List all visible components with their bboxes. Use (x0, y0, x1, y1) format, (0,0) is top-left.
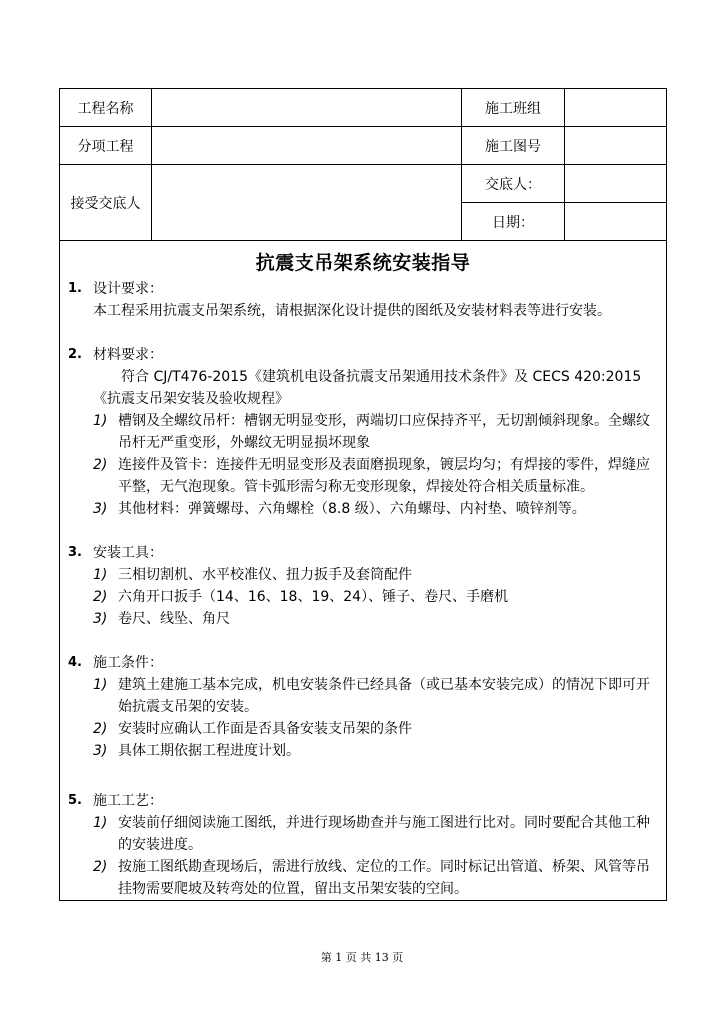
section-title: 施工工艺： (93, 793, 163, 809)
drawing-no-label: 施工图号 (462, 127, 565, 165)
section-process (60, 790, 666, 900)
page-footer: 第 1 页 共 13 页 (320, 951, 404, 964)
section-title: 材料要求： (93, 347, 163, 363)
list-item (60, 856, 666, 900)
section-title: 安装工具： (93, 545, 163, 561)
list-item-text: 卷尺、线坠、角尺 (118, 611, 230, 627)
list-item (60, 564, 666, 586)
drawing-no-field[interactable] (565, 127, 667, 165)
list-item-text: 槽钢及全螺纹吊杆：槽钢无明显变形，两端切口应保持齐平，无切割倾斜现象。全螺纹吊杆无严重变形，外螺纹无明显损坏现象 (118, 413, 650, 451)
list-item (60, 718, 666, 740)
instruction-body (59, 240, 667, 901)
list-item (60, 608, 666, 630)
receiver-label: 接受交底人 (60, 165, 152, 241)
list-item-number: 3) (93, 501, 108, 517)
section-number: 5. (68, 793, 82, 808)
list-item (60, 454, 666, 498)
sub-project-field[interactable] (152, 127, 462, 165)
list-item-number: 2) (93, 859, 108, 875)
discloser-label: 交底人： (462, 165, 565, 203)
section-number: 4. (68, 655, 82, 670)
header-row-discloser (60, 165, 667, 203)
document-title: 抗震支吊架系统安装指导 (255, 252, 471, 274)
list-item-number: 2) (93, 457, 108, 473)
list-item-number: 2) (93, 589, 108, 605)
sub-project-label: 分项工程 (60, 127, 152, 165)
list-item-text: 按施工图纸勘查现场后，需进行放线、定位的工作。同时标记出管道、桥架、风管等吊挂物需要爬坡及转弯处的位置，留出支吊架安装的空间。 (118, 859, 650, 897)
list-item-number: 3) (93, 611, 108, 627)
list-item-text: 连接件及管卡：连接件无明显变形及表面磨损现象，镀层均匀；有焊接的零件，焊缝应平整，无气泡现象。管卡弧形需匀称无变形现象，焊接处符合相关质量标准。 (118, 457, 650, 495)
header-row-subproject (60, 127, 667, 165)
list-item (60, 410, 666, 454)
list-item-number: 1) (93, 677, 108, 693)
section-number: 1. (68, 281, 82, 296)
list-item-text: 具体工期依据工程进度计划。 (118, 743, 300, 759)
discloser-field[interactable] (565, 165, 667, 203)
list-item-number: 3) (93, 743, 108, 759)
list-item-text: 六角开口扳手（14、16、18、19、24）、锤子、卷尺、手磨机 (118, 589, 509, 605)
header-table (59, 88, 667, 241)
section-paragraph: 本工程采用抗震支吊架系统，请根据深化设计提供的图纸及安装材料表等进行安装。 (93, 303, 611, 319)
project-name-field[interactable] (152, 89, 462, 127)
date-label: 日期： (462, 203, 565, 241)
list-item-text: 其他材料：弹簧螺母、六角螺栓（8.8 级）、六角螺母、内衬垫、喷锌剂等。 (118, 501, 586, 517)
section-title: 设计要求： (93, 281, 163, 297)
section-conditions (60, 652, 666, 762)
list-item-text: 建筑土建施工基本完成，机电安装条件已经具备（或已基本安装完成）的情况下即可开始抗震支吊架的安装。 (118, 677, 650, 715)
list-item (60, 498, 666, 520)
section-number: 2. (68, 347, 82, 362)
list-item (60, 674, 666, 718)
section-paragraph: 符合 CJ/T476-2015《建筑机电设备抗震支吊架通用技术条件》及 CECS 420:2015《抗震支吊架安装及验收规程》 (93, 369, 642, 407)
header-row-project (60, 89, 667, 127)
project-name-label: 工程名称 (60, 89, 152, 127)
list-item-number: 1) (93, 815, 108, 831)
team-field[interactable] (565, 89, 667, 127)
list-item-number: 1) (93, 413, 108, 429)
list-item-text: 安装前仔细阅读施工图纸，并进行现场勘查并与施工图进行比对。同时要配合其他工种的安装进度。 (118, 815, 650, 853)
list-item-number: 2) (93, 721, 108, 737)
list-item-number: 1) (93, 567, 108, 583)
section-design (60, 278, 666, 322)
list-item-text: 三相切割机、水平校准仪、扭力扳手及套筒配件 (118, 567, 412, 583)
section-number: 3. (68, 545, 82, 560)
list-item (60, 740, 666, 762)
section-materials (60, 344, 666, 520)
receiver-field[interactable] (152, 165, 462, 241)
list-item (60, 812, 666, 856)
date-field[interactable] (565, 203, 667, 241)
list-item-text: 安装时应确认工作面是否具备安装支吊架的条件 (118, 721, 412, 737)
section-title: 施工条件： (93, 655, 163, 671)
team-label: 施工班组 (462, 89, 565, 127)
section-tools (60, 542, 666, 630)
list-item (60, 586, 666, 608)
